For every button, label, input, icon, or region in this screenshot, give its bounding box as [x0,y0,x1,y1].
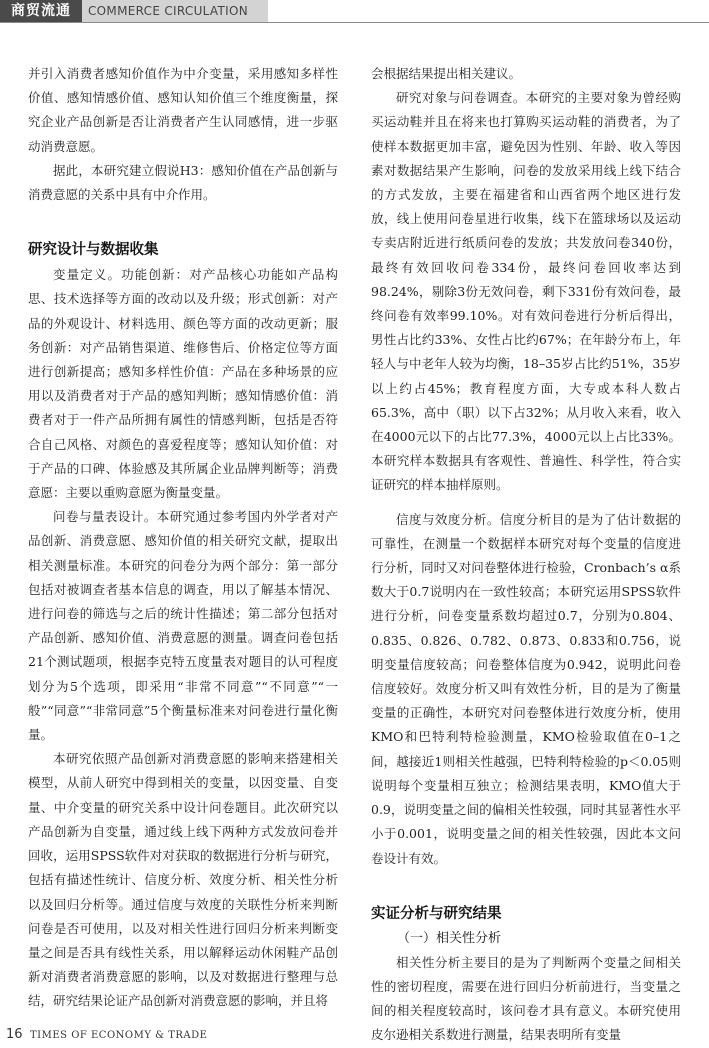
right-column [371,62,681,1048]
paragraph: 据此，本研究建立假说H3：感知价值在产品创新与消费意愿的关系中具有中介作用。 [28,162,338,203]
paragraph: 问卷与量表设计。本研究通过参考国内外学者对产品创新、消费意愿、感知价值的相关研究文献，提取出相关测量标准。本研究的问卷分为两个部分：第一部分包括对被调查者基本信息的调查，用以了解基本情况、进行问卷的筛选与之后的统计性描述；第二部分包括对产品创新、感知价值、消费意愿的测量。调查问卷包括21个测试题项，根据李克特五度量表对题目的认可程度划分为5个选项，即采用“非常不同意”“不同意”“一般”“同意”“非常同意”5个衡量标准来对问卷进行量化衡量。 [28,509,338,743]
header-rule [0,22,709,23]
left-column [28,62,338,1014]
section-heading: 研究设计与数据收集 [28,242,159,259]
section-tag-english: COMMERCE CIRCULATION [82,0,268,22]
paragraph: 相关性分析主要目的是为了判断两个变量之间相关性的密切程度，需要在进行回归分析前进行，当变量之间的相关程度较高时，该问卷才具有意义。本研究使用皮尔逊相关系数进行测量，结果表明所有变量 [371,954,681,1043]
paragraph: 会根据结果提出相关建议。 [371,66,522,81]
paragraph: 信度与效度分析。信度分析目的是为了估计数据的可靠性，在测量一个数据样本研究对每个变量的信度进行分析，同时又对问卷整体进行检验，Cronbach’s α系数大于0.7说明内在一致性较高；本研究运用SPSS软件进行分析，问卷变量系数均超过0.7，分别为0.804、0.835、0.826、0.782、0.873、0.833和0.756，说明变量信度较高；问卷整体信度为0.942，说明此问卷信度较好。效度分析又叫有效性分析，目的是为了衡量变量的正确性，本研究对问卷整体进行效度分析，使用KMO和巴特利特检验测量，KMO检验取值在0–1之间，越接近1则相关性越强，巴特利特检验的p＜0.05则说明每个变量相互独立；检测结果表明，KMO值大于0.9，说明变量之间的偏相关性较强，同时其显著性水平小于0.001，说明变量之间的相关性较强，因此本文问卷设计有效。 [371,511,681,866]
paragraph: 本研究依照产品创新对消费意愿的影响来搭建相关模型，从前人研究中得到相关的变量，以因变量、自变量、中介变量的研究关系中设计问卷题目。此次研究以产品创新为自变量，通过线上线下两种方式发放问卷并回收，运用SPSS软件对对获取的数据进行分析与研究，包括有描述性统计、信度分析、效度分析、相关性分析以及回归分析等。通过信度与效度的关联性分析来判断问卷是否可使用，以及对相关性进行回归分析来判断变量之间是否具有线性关系，用以解释运动休闲鞋产品创新对消费者消费意愿的影响，以及对数据进行整理与总结，研究结果论证产品创新对消费意愿的影响，并且将 [28,751,338,1009]
page-header [0,0,709,24]
subsection-heading: （一）相关性分析 [397,930,502,946]
section-heading: 实证分析与研究结果 [371,905,502,922]
page-number: 16 [6,1027,23,1042]
page-footer [0,1025,709,1048]
paragraph: 并引入消费者感知价值作为中介变量，采用感知多样性价值、感知情感价值、感知认知价值三个维度衡量，探究企业产品创新是否让消费者产生认同感情，进一步驱动消费意愿。 [28,66,338,154]
journal-name: TIMES OF ECONOMY & TRADE [30,1030,208,1041]
section-tag: 商贸流通 [0,0,82,22]
paragraph: 研究对象与问卷调查。本研究的主要对象为曾经购买运动鞋并且在将来也打算购买运动鞋的消费者，为了使样本数据更加丰富，避免因为性别、年龄、收入等因素对数据结果产生影响，问卷的发放采用线上线下结合的方式发放，主要在福建省和山西省两个地区进行发放，线上使用问卷星进行收集，线下在篮球场以及运动专卖店附近进行纸质问卷的发放；共发放问卷340份，最终有效回收问卷334份，最终问卷回收率达到98.24%，剔除3份无效问卷，剩下331份有效问卷，最终问卷有效率99.10%。对有效问卷进行分析后得出，男性占比约33%、女性占比约67%；在年龄分布上，年轻人与中老年人较为均衡，18–35岁占比约51%，35岁以上约占45%；教育程度方面，大专或本科人数占65.3%，高中（职）以下占32%；从月收入来看，收入在4000元以下的占比77.3%，4000元以上占比33%。本研究样本数据具有客观性、普遍性、科学性，符合实证研究的样本抽样原则。 [371,90,681,493]
paragraph: 变量定义。功能创新：对产品核心功能如产品构思、技术选择等方面的改动以及升级；形式创新：对产品的外观设计、材料选用、颜色等方面的改动更新；服务创新：对产品销售渠道、维修售后、价格定位等方面进行创新提高；感知多样性价值：产品在多种场景的应用以及消费者对于产品的感知判断；感知情感价值：消费者对于一件产品所拥有属性的情感判断，包括是否符合自己风格、对颜色的喜爱程度等；感知认知价值：对于产品的口碑、体验感及其所属企业品牌判断等；消费意愿：主要以重购意愿为衡量变量。 [28,267,338,501]
